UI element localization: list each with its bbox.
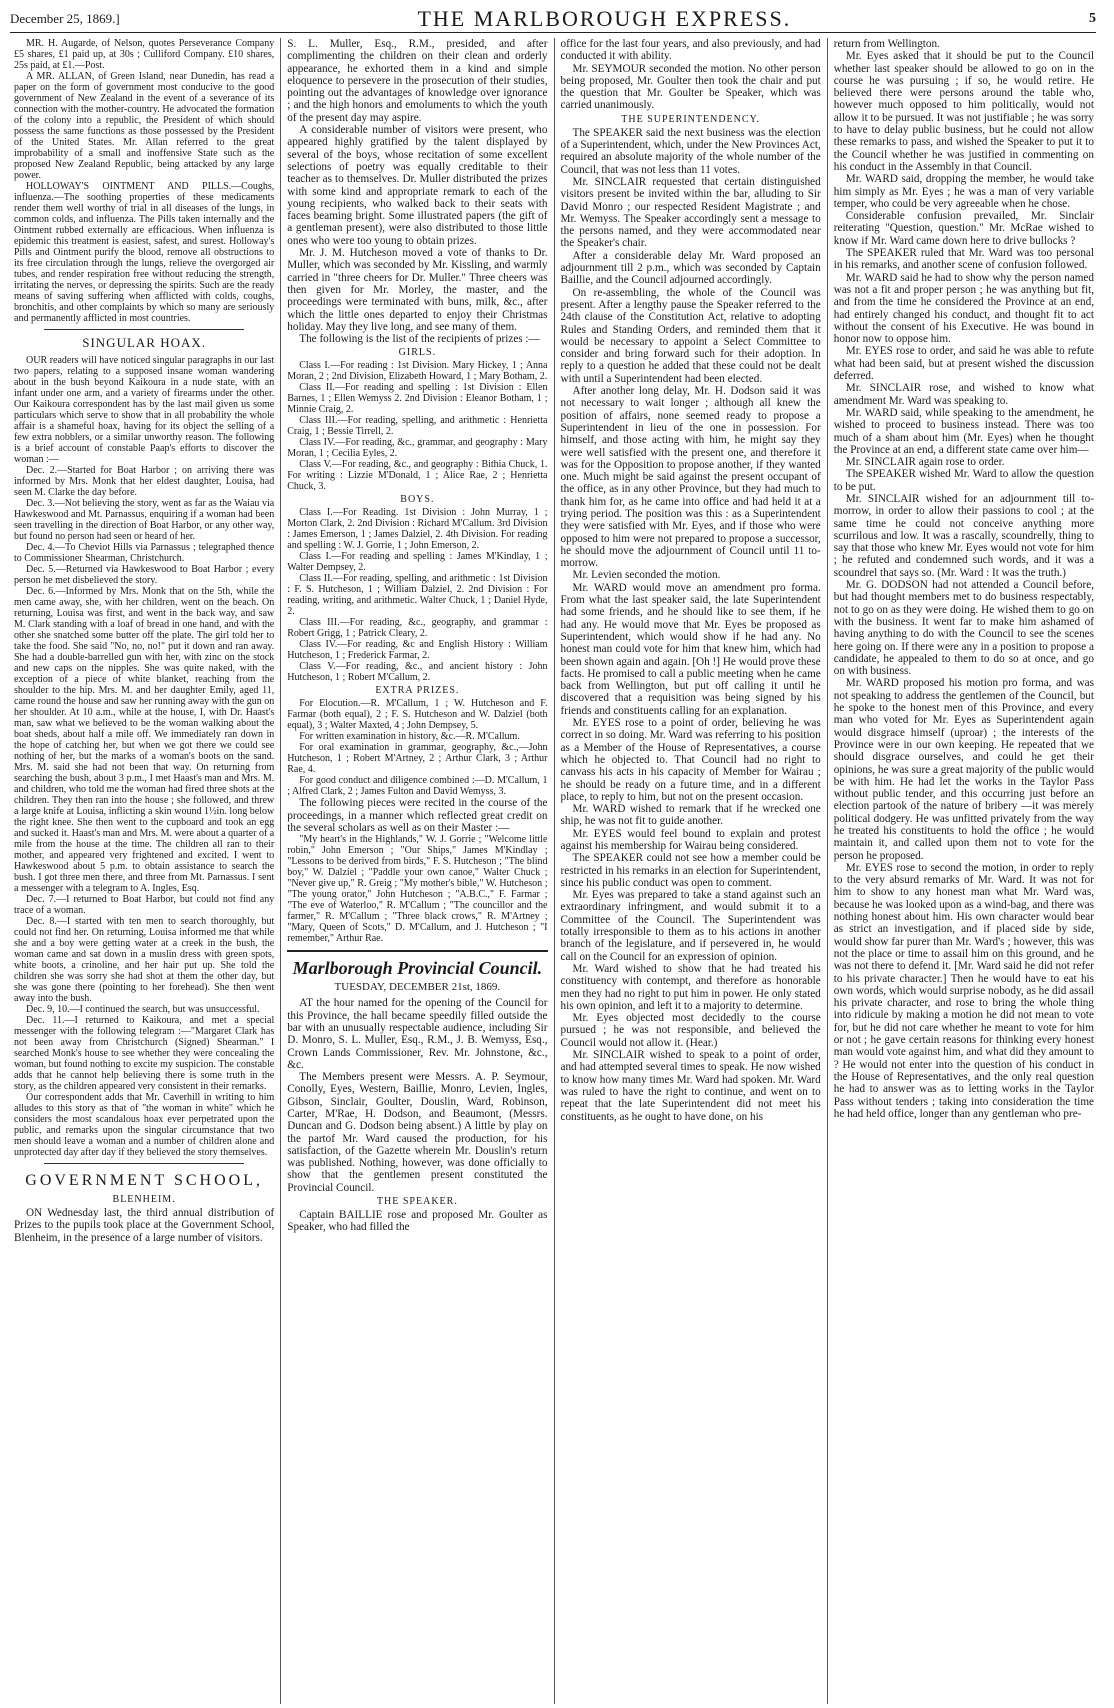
section-masthead: Marlborough Provincial Council. <box>287 950 547 979</box>
paragraph: Mr. SINCLAIR rose, and wished to know what amendment Mr. Ward was speaking to. <box>833 382 1094 407</box>
paragraph: Mr. G. DODSON had not attended a Council before, but had thought members met to do business respectably, not to go on as they were doing. He wished them to go on with the business. It went far to make him ashamed of having anything to do with the Council to see the scenes here going on. If there were any in a position to propose a candidate, he appealed to them to do so at once, and go on with business. <box>833 579 1094 678</box>
paragraph: Mr. WARD said he had to show why the person named was not a fit and proper person ; he was anything but fit, and from the time he considered the Province at an end, had entirely changed his conduct, and thought fit to act without the consent of his Executive. He was bound in honor now to oppose him. <box>833 271 1094 346</box>
paragraph: Dec. 11.—I returned to Kaikoura, and met a special messenger with the following telegram :—"Margaret Clark has not been away from Christchurch (Signed) Shearman." I searched Monk's house to see whether they were concealing the woman, but found nothing to excite my suspicion. The constable adds that he cannot help believing there is some truth in the story, as the children appeared very consistent in their remarks. <box>14 1015 275 1092</box>
paragraph: Class I.—For Reading. 1st Division : John Murray, 1 ; Morton Clark, 2. 2nd Division : Richard M'Callum. 3rd Division : James Emerson, 1 ; James Dalziel, 2. 4th Division. For reading and spelling : W. J. Gorrie, 1 ; John Emerson, 2. <box>287 507 548 552</box>
column-4 <box>828 38 1100 1704</box>
paragraph: Mr. Ward wished to show that he had treated his constituency with contempt, and therefore as honorable men they had no right to put him in power. He only stated his own opinion, and left it to a majority to determine. <box>560 962 821 1012</box>
subheading: BOYS. <box>400 494 435 506</box>
subheading: EXTRA PRIZES. <box>375 685 460 697</box>
paragraph: Class III.—For reading, &c., geography, and grammar : Robert Grigg, 1 ; Patrick Cleary, 2. <box>287 617 548 640</box>
paragraph: Mr. EYES would feel bound to explain and protest against his membership for Wairau being considered. <box>560 827 821 852</box>
paragraph: Mr. Eyes was prepared to take a stand against such an extraordinary infringment, and would submit it to a Committee of the Council. The Superintendent was totally irresponsible to them as to his actions in another branch of the legislature, and if persevered in, he would call on the Council for an expression of opinion. <box>560 889 821 963</box>
paragraph: Mr. SINCLAIR requested that certain distinguished visitors present be invited within the bar, alluding to Sir David Monro ; our respected Resident Magistrate ; and Mr. Wemyss. The Speaker accordingly sent a message to the persons named, and they were accommodated near the Speaker's chair. <box>560 175 821 250</box>
paragraph: OUR readers will have noticed singular paragraphs in our last two papers, relating to a supposed insane woman wandering about in the bush beyond Kaikoura in a nude state, with an infant under one arm, and a variety of firearms under the other. Our Kaikoura correspondent has by the last mail given us some particulars which serve to show that in all probability the whole affair is a shameful hoax, having for its object the selling of a few extra nobblers, or a similar unworthy reason. The following is a brief account of constable Paap's efforts to discover the woman :— <box>14 355 275 465</box>
paragraph: Dec. 6.—Informed by Mrs. Monk that on the 5th, while the men came away, she, with her children, went on the beach. On returning, Louisa was first, and went in the back way, and saw M. Clark standing with a loaf of bread in one hand, and with the other she snatched some butter off the plate. The girl told her to take the food. She said "No, no, no!" put it down and ran away. She had a double-barrelled gun with her, with zinc on the stock and new caps on the nipples. She was quite naked, with the exception of a piece of white blanket, reaching from the shoulder to the hip. Mrs. M. and her daughter Emily, aged 11, came round the house and saw her running away with the gun on her shoulder. At 10 a.m., while at the house, I, with Dr. Haast's man, saw what we believed to be the woman walking about the boat sheds, about half a mile off. We immediately ran down in the hope of catching her, but when we got there we could see nothing of her, but the marks of a woman's boots on the sand. Mrs. M. said she had not been that way. On returning from searching the bush, about 3 p.m., I met Haast's man and Mrs. M. and children, who told me the woman had fired three shots at the children. They then ran into the house ; she followed, and threw a large knife at Louisa, inflicting a skin wound 1½in. long below the right knee. She then went to the cupboard and took an egg and sucked it. Haast's man and Mrs. M. were about a quarter of a mile from the house at the time. The children all ran to their mother, and appeared very frightened and excited. I went to Hawkeswood about 5 p.m. to obtain assistance to search the bush. I got three men there, and three from Mt. Parnassus. I sent a messenger with a telegram to A. Ingles, Esq. <box>14 586 275 894</box>
paragraph: Mr. SINCLAIR wished to speak to a point of order, and had attempted several times to speak. He now wished to know how many times Mr. Ward had spoken. Mr. Ward was ruled to have the right to continue, and went on to repeat that the late Superintendent did not meet his constituents, as he ought to have done, on his <box>560 1049 821 1123</box>
paragraph: Mr. SEYMOUR seconded the motion. No other person being proposed, Mr. Goulter then took the chair and put the question that Mr. Goulter be Speaker, which was carried unanimously. <box>560 62 821 112</box>
issue-date: December 25, 1869.] <box>10 11 120 26</box>
paragraph: Mr. WARD said, dropping the member, he would take him simply as Mr. Eyes ; he was a man of very variable temper, who could be very agreeable when he chose. <box>833 173 1094 210</box>
paragraph: Dec. 5.—Returned via Hawkeswood to Boat Harbor ; every person he met disbelieved the story. <box>14 564 275 586</box>
paragraph: Mr. Eyes objected most decidedly to the course pursued ; he was not responsible, and believed the Council would not allow it. (Hear.) <box>560 1012 821 1049</box>
paragraph: Class IV.—For reading, &c and English History : William Hutcheson, 1 ; Frederick Farmar, 2. <box>287 639 548 662</box>
subheading: THE SPEAKER. <box>376 1196 458 1208</box>
paragraph: Mr. WARD proposed his motion pro forma, and was not speaking to address the gentlemen of the Council, but he spoke to the honest men of this Province, and every man who voted for Mr. Eyes as Superintendent again would disgrace himself (uproar) ; the interests of the Province were in our own keeping. He repeated that we should disgrace ourselves, and could he get their opinions, he was sure a great majority of the public would be with him. He had let the works in the Taylor Pass without public tender, and this occurring just before an election partook of the nature of bribery —it was merely political dodgery. He was unfitted privately from the way he treated his constituents to hold the office ; he would maintain it, and called upon them not to vote for the person he proposed. <box>833 677 1094 862</box>
page-number: 5 <box>1088 11 1096 26</box>
paragraph: Class II.—For reading and spelling : 1st Division : Ellen Barnes, 1 ; Ellen Wemyss 2. 2nd Division : Eleanor Botham, 1 ; Minnie Craig, 2. <box>287 382 548 416</box>
paragraph: "My heart's in the Highlands," W. J. Gorrie ; "Welcome little robin," John Emerson ; "Our Ships," James M'Kindlay ; "Lessons to be derived from birds," F. S. Hutcheson ; "The blind boy," W. Dalziel ; "Paddle your own canoe," Walter Chuck ; "Never give up," R. Greig ; "My mother's bible," W. Hutcheson ; "The young orator," John Hutcheson ; "A.B.C.," F. Farmar ; "The eve of Waterloo," R. M'Callum ; "The councillor and the farmer," R. M'Callum ; "Three black crows," R. M'Artney ; "Mary, Queen of Scots," D. M'Callum, and J. Hutcheson ; "I remember," Arthur Rae. <box>287 834 548 945</box>
paragraph: The SPEAKER could not see how a member could be restricted in his remarks in an election for Superintendent, since his public conduct was open to comment. <box>560 852 821 889</box>
newspaper-title: THE MARLBOROUGH EXPRESS. <box>417 6 792 31</box>
paragraph: For Elocution.—R. M'Callum, 1 ; W. Hutcheson and F. Farmar (both equal), 2 ; F. S. Hutcheson and W. Dalziel (both equal), 3 ; Walter Maxted, 4 ; John Dempsey, 5. <box>287 698 548 732</box>
paragraph: MR. H. Augarde, of Nelson, quotes Perseverance Company £5 shares, £1 paid up, at 30s ; Culliford Company. £10 shares, 25s paid, at £1.—Post. <box>14 38 275 71</box>
paragraph: Mr. EYES rose to order, and said he was able to refute what had been said, but at present wished the discussion deferred. <box>833 345 1094 383</box>
subheading: GIRLS. <box>398 347 437 359</box>
masthead <box>10 6 1096 33</box>
paragraph: Mr. Eyes asked that it should be put to the Council whether last speaker should be allowed to go on in the course he was pursuing ; if so, he would retire. He believed there were persons around the table who, however much opposed to him politically, would not allow it to be pursued. It was not justifiable ; he was sorry to have to delay public business, but he could not allow these remarks to pass, and wished the Speaker to put it to the Council whether he was justified in commenting on his conduct in the Assembly in that Council. <box>833 50 1094 173</box>
column-2 <box>281 38 554 1704</box>
column-3 <box>555 38 828 1704</box>
paragraph: Dec. 9, 10.—I continued the search, but was unsuccessful. <box>26 1004 260 1015</box>
article-columns <box>8 38 1100 1704</box>
paragraph: On re-assembling, the whole of the Council was present. After a lengthy pause the Speaker referred to the 24th clause of the Constitution Act, relative to adopting Rules and Standing Orders, and reminded them that it would be necessary to appoint a Select Committee to consider and bring forward such for their adoption. In reply to a question he added that these could not be dealt with until a Superintendent had been elected. <box>560 286 821 385</box>
paragraph: Dec. 4.—To Cheviot Hills via Parnassus ; telegraphed thence to Commissioner Shearman, Christchurch. <box>14 542 275 564</box>
paragraph: Dec. 2.—Started for Boat Harbor ; on arriving there was informed by Mrs. Monk that her eldest daughter, Louisa, had seen M. Clarke the day before. <box>14 465 275 498</box>
paragraph: A considerable number of visitors were present, who appeared highly gratified by the talent displayed by several of the boys, whose recitation of some excellent selections of poetry was equally creditable to their teacher as to themselves. Dr. Muller distributed the prizes with some kind and appropriate remark to each of the young recipients, who walked back to their seats with faces beaming bright. Some illustrated papers (the gift of a gentleman present), were also distributed to those little ones who were too young to obtain prizes. <box>287 124 548 247</box>
paragraph: Mr. EYES rose to a point of order, believing he was correct in so doing. Mr. Ward was referring to his position as a Member of the House of Representatives, a course which he objected to. That Council had no right to canvass his acts in his capacity of Member for Wairau ; he should be ready on a future time, and in a different place, to reply to him, but not on the present occasion. <box>560 717 821 803</box>
paragraph: Mr. WARD wished to remark that if he wrecked one ship, he was not fit to guide another. <box>560 803 821 828</box>
paragraph: S. L. Muller, Esq., R.M., presided, and after complimenting the children on their clean and orderly appearance, he exhorted them in a kind and simple eloquence to persevere in the prosecution of their studies, pointing out the advantages of knowledge over ignorance ; and the high honors and emoluments to which the youth of the present day may aspire. <box>287 38 548 124</box>
paragraph: Mr. J. M. Hutcheson moved a vote of thanks to Dr. Muller, which was seconded by Mr. Kissling, and warmly carried in "three cheers for Dr. Muller." Three cheers was then given for Mr. Morley, the master, and the proceedings were terminated with buns, milk, &c., after which the little ones departed to enjoy their Christmas holiday. May they live long, and see many of them. <box>287 247 548 333</box>
dateline: TUESDAY, DECEMBER 21st, 1869. <box>334 981 501 994</box>
paragraph: Class III.—For reading, spelling, and arithmetic : Henrietta Craig, 1 ; Bessie Tirrell, 2. <box>287 415 548 438</box>
paragraph: office for the last four years, and also previously, and had conducted it with ability. <box>560 38 821 63</box>
paragraph: Mr. SINCLAIR wished for an adjournment till to-morrow, in order to allow their passions to cool ; at the same time he could not conceive anything more scurrilous and low. It was a rascally, scoundrelly, thing to say that those who knew Mr. Eyes would not vote for him ; he refuted and condemned such words, and it was a scoundrel that says so. (Mr. Ward : It was the truth.) <box>833 492 1094 579</box>
paragraph: HOLLOWAY'S OINTMENT AND PILLS.—Coughs, influenza.—The soothing properties of these medicaments render them well worthy of trial in all diseases of the lungs, in common colds, and influenza. The Pills taken internally and the Ointment rubbed externally are efficacious. When influenza is epidemic this treatment is easiest, safest, and surest. Holloway's Pills and Ointment purify the blood, remove all obstructions to its free circulation through the lungs, relieve the overgorged air tubes, and render respiration free without reducing the strength, irritating the nerves, or depressing the spirits. Such are the ready means of saving suffering when afflicted with colds, coughs, bronchitis, and other complaints by which so many are seriously and permanently afflicted in most countries. <box>14 181 275 324</box>
paragraph: After a considerable delay Mr. Ward proposed an adjournment till 2 p.m., which was seconded by Captain Baillie, and the Council adjourned accordingly. <box>560 249 821 287</box>
paragraph: The SPEAKER wished Mr. Ward to allow the question to be put. <box>833 468 1094 493</box>
paragraph: Mr. Levien seconded the motion. <box>572 569 721 582</box>
paragraph: return from Wellington. <box>833 38 940 50</box>
paragraph: Our correspondent adds that Mr. Caverhill in writing to him alludes to this story as that of "the woman in white" which he considers the most scandalous hoax ever perpetrated upon the public, and remarks upon the singular circumstance that two men should leave a woman and a number of children alone and unprotected day after day if they believed the story themselves. <box>14 1092 275 1158</box>
paragraph: For oral examination in grammar, geography, &c.,—John Hutcheson, 1 ; Robert M'Artney, 2 ; Arthur Clark, 3 ; Arthur Rae, 4. <box>287 742 548 776</box>
paragraph: Class V.—For reading, &c., and ancient history : John Hutcheson, 1 ; Robert M'Callum, 2. <box>287 661 548 684</box>
paragraph: Mr. EYES rose to second the motion, in order to reply to the very absurd remarks of Mr. Ward. It was not for him to show to any honest man what Mr. Ward was, because he was looked upon as a wind-bag, and there was nothing honest about him. His own character would bear as strict an investigation, and if placed side by side, would show far purer than Mr. Ward's ; however, this was not the place or time to assail him on this ground, and he was not there to defend it. [Mr. Ward said he did not refer to his private character.] Then he would have to eat his own words, which would surprise nobody, as he did assail his private character, and rose to bring the whole thing into ridicule by making a motion he did not mean to vote for, but he did not care whether he meant to vote for him or not ; he gave certain reasons for thinking every honest man would vote against him, and what did they amount to ? He would not enter into the question of his conduct in the House of Representatives, and the only real question he had to answer was as to letting works in the Taylor Pass without tenders ; taking into consideration the time he had held office, longer than any gentleman who pre- <box>833 861 1094 1120</box>
divider <box>44 1163 244 1164</box>
paragraph: The SPEAKER said the next business was the election of a Superintendent, which, under the New Provinces Act, required an absolute majority of the whole number of the Council, that was not less than 11 votes. <box>560 126 821 176</box>
paragraph: Considerable confusion prevailed, Mr. Sinclair reiterating "Question, question." Mr. McRae wished to know if Mr. Ward came down here to drive bullocks ? <box>833 210 1094 247</box>
paragraph: Dec. 3.—Not believing the story, went as far as the Waiau via Hawkeswood and Mt. Parnassus, enquiring if a woman had been seen travelling in the direction of Boat Harbor, or any other way, but found no person had seen or heard of her. <box>14 498 275 542</box>
paragraph: For written examination in history, &c.—R. M'Callum. <box>299 731 520 743</box>
paragraph: Dec. 7.—I returned to Boat Harbor, but could not find any trace of a woman. <box>14 894 275 916</box>
paragraph: Class I.—For reading and spelling : James M'Kindlay, 1 ; Walter Dempsey, 2. <box>287 551 548 574</box>
paragraph: Class IV.—For reading, &c., grammar, and geography : Mary Moran, 1 ; Cecilia Eyles, 2. <box>287 437 548 460</box>
column-1 <box>8 38 281 1704</box>
paragraph: ON Wednesday last, the third annual distribution of Prizes to the pupils took place at the Government School, Blenheim, in the presence of a large number of visitors. <box>14 1207 275 1244</box>
paragraph: The SPEAKER ruled that Mr. Ward was too personal in his remarks, and another scene of confusion followed. <box>833 247 1094 272</box>
paragraph: Mr. WARD said, while speaking to the amendment, he wished to proceed to business instead. There was too much of a sham about him (Mr. Eyes) when he thought the Province at an end, a different state came over him— <box>833 406 1094 456</box>
paragraph: For good conduct and diligence combined :—D. M'Callum, 1 ; Alfred Clark, 2 ; James Fulton and David Wemyss, 3. <box>287 775 548 798</box>
paragraph: Mr. SINCLAIR again rose to order. <box>845 456 1005 469</box>
paragraph: The Members present were Messrs. A. P. Seymour, Conolly, Eyes, Western, Baillie, Monro, Levien, Ingles, Gibson, Sinclair, Goulter, Douslin, Ward, Robinson, Carter, M'Rae, H. Dodson, and Beaumont, (Messrs. Duncan and G. Dodson being absent.) A little by play on the partof Mr. Ward caused the production, for his satisfaction, of the Gazette wherein Mr. Douslin's return was published. Nothing, however, was done officially to show that the gentlemen present constituted the Provincial Council. <box>287 1071 548 1194</box>
paragraph: Captain BAILLIE rose and proposed Mr. Goulter as Speaker, who had filled the <box>287 1209 548 1234</box>
paragraph: Class V.—For reading, &c., and geography : Bithia Chuck, 1. For writing : Lizzie M'Donald, 1 ; Alice Rae, 2 ; Henrietta Chuck, 3. <box>287 459 548 493</box>
paragraph: After another long delay, Mr. H. Dodson said it was not necessary to wait longer ; although all knew the position of affairs, none seemed ready to propose a Superintendent in lieu of the one in possession. For himself, and those acting with him, he might say they were well satisfied with the present one, and therefore it was for the Opposition to propose another, if they wanted one. Much might be said against the present occupant of the office, as in any other Province, but they had much to thank him for, as he came into office and had held it at a trying period. The position was this : as a Superintendent they were satisfied with Mr. Eyes, and if those who were opposed to him were not prepared to propose a successor, he should move the adjournment of Council until 11 to-morrow. <box>560 385 821 570</box>
paragraph: Class II.—For reading, spelling, and arithmetic : 1st Division : F. S. Hutcheson, 1 ; William Dalziel, 2. 2nd Division : For reading, writing, and arithmetic. Walter Chuck, 1 ; Daniel Hyde, 2. <box>287 573 548 618</box>
paragraph: The following is the list of the recipients of prizes :— <box>299 333 540 346</box>
section-heading: GOVERNMENT SCHOOL, <box>25 1172 263 1189</box>
section-heading: SINGULAR HOAX. <box>82 335 207 350</box>
divider <box>44 329 244 330</box>
paragraph: AT the hour named for the opening of the Council for this Province, the hall became speedily filled outside the bar with an unusually respectable audience, including Sir D. Monro, S. L. Muller, Esq., R.M., J. B. Wemyss, Esq., Crown Lands Commissioner, Rev. Mr. Johnstone, &c., &c. <box>287 997 548 1071</box>
paragraph: Dec. 8.—I started with ten men to search thoroughly, but could not find her. On returning, Louisa informed me that while she and a boy were getting water at a creek in the bush, the woman came and sat down in a muslin dress with green spots, white boots, a crinoline, and her hair put up. She told the children she was sorry she had shot at them the other day, but she was gone there (pointing to her forehead). She then went away into the bush. <box>14 916 275 1004</box>
paragraph: A MR. ALLAN, of Green Island, near Dunedin, has read a paper on the form of government most conducive to the good government of New Zealand in the event of a severance of its connection with the mother-country. He advocated the formation of the colony into a republic, the President of which should possess the same functions as those possessed by the President of the United States. Mr. Allan referred to the great improbability of a small and inoffensive State such as the proposed New Zealand Republic, being attacked by any large power. <box>14 71 275 181</box>
paragraph: Mr. WARD would move an amendment pro forma. From what the last speaker said, the late Superintendent had some friends, and he should like to see them, if he had any. He would move that Mr. Eyes be proposed as Superintendent, which would show if he had any. No honest man could vote for him that knew him, which had been shown again and again. [Oh !] He would prove these facts. He promised to call a public meeting when he came back from Wellington, but put off calling it until he discovered that a requisition was being signed by his friends and constituents calling for an explanation. <box>560 581 821 717</box>
subheading: BLENHEIM. <box>112 1194 176 1205</box>
subheading: THE SUPERINTENDENCY. <box>621 113 760 125</box>
paragraph: Class I.—For reading : 1st Division. Mary Hickey, 1 ; Anna Moran, 2 ; 2nd Division, Elizabeth Howard, 1 ; Mary Botham, 2. <box>287 360 548 383</box>
paragraph: The following pieces were recited in the course of the proceedings, in a manner which reflected great credit on the several scholars as well as on their Master :— <box>287 797 548 835</box>
